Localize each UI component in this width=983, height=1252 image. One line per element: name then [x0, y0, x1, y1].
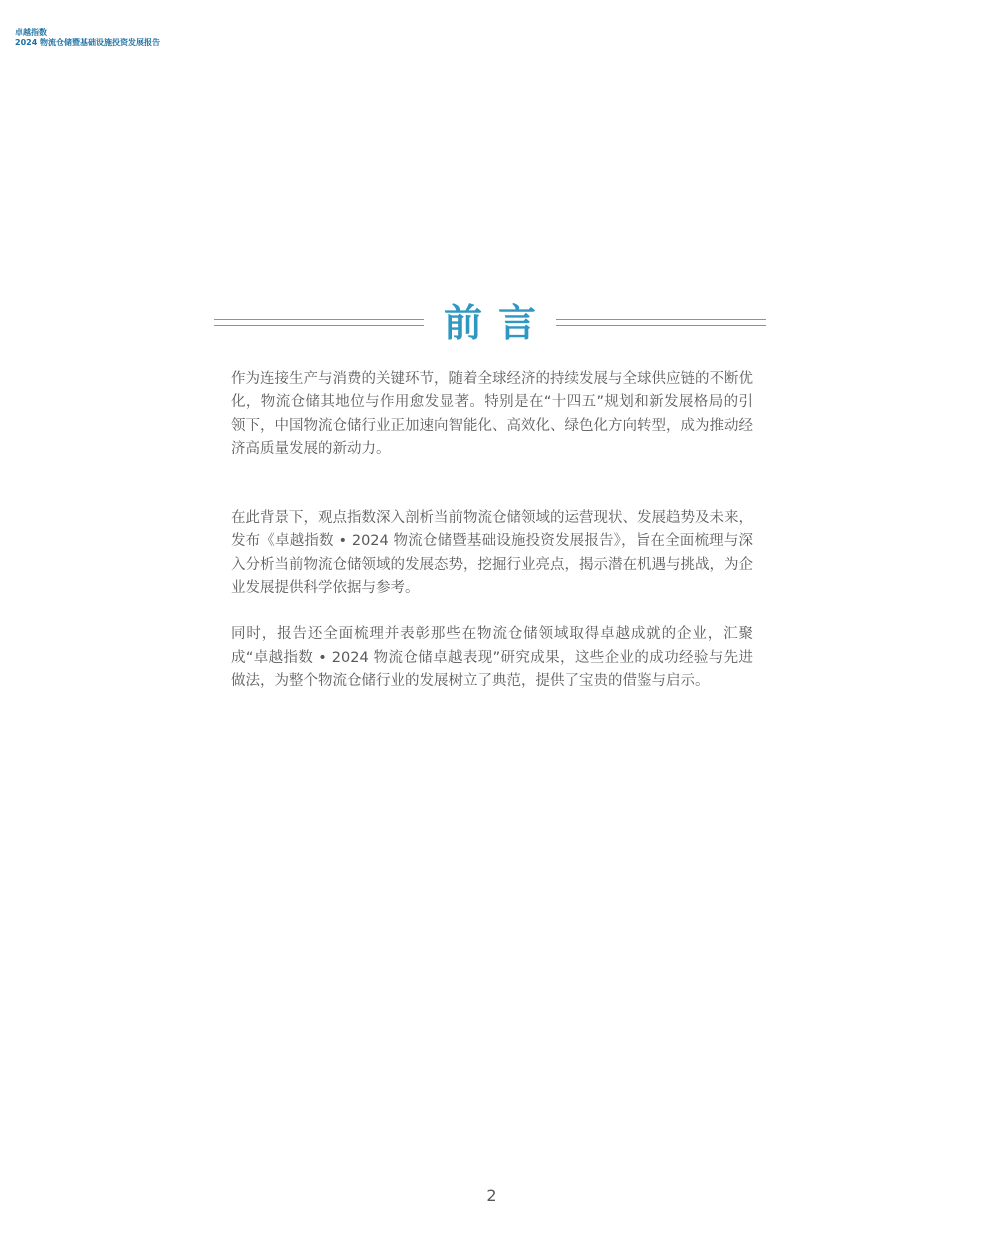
- preface-body: [231, 368, 753, 693]
- paragraph: 作为连接生产与消费的关键环节，随着全球经济的持续发展与全球供应链的不断优化，物流仓储其地位与作用愈发显著。特别是在“十四五”规划和新发展格局的引领下，中国物流仓储行业正加速向智能化、高效化、绿色化方向转型，成为推动经济高质量发展的新动力。: [231, 371, 753, 457]
- paragraph: 在此背景下，观点指数深入剖析当前物流仓储领域的运营现状、发展趋势及未来，发布《卓越指数 • 2024 物流仓储暨基础设施投资发展报告》，旨在全面梳理与深入分析当前物流仓储领域的发展态势，挖掘行业亮点，揭示潜在机遇与挑战，为企业发展提供科学依据与参考。: [231, 510, 753, 597]
- title-rule-left: [214, 319, 424, 326]
- title-rule-right: [556, 319, 766, 326]
- header-brand: 卓越指数: [15, 28, 47, 37]
- header-report-title: 2024 物流仓储暨基础设施投资发展报告: [15, 38, 161, 47]
- paragraph: 同时，报告还全面梳理并表彰那些在物流仓储领域取得卓越成就的企业，汇聚成“卓越指数 • 2024 物流仓储卓越表现”研究成果，这些企业的成功经验与先进做法，为整个物流仓储行业的发展树立了典范，提供了宝贵的借鉴与启示。: [231, 626, 753, 689]
- page-number: 2: [486, 1186, 497, 1205]
- section-title-row: [214, 296, 766, 352]
- running-header: [15, 28, 160, 48]
- section-title: 前言: [443, 301, 552, 345]
